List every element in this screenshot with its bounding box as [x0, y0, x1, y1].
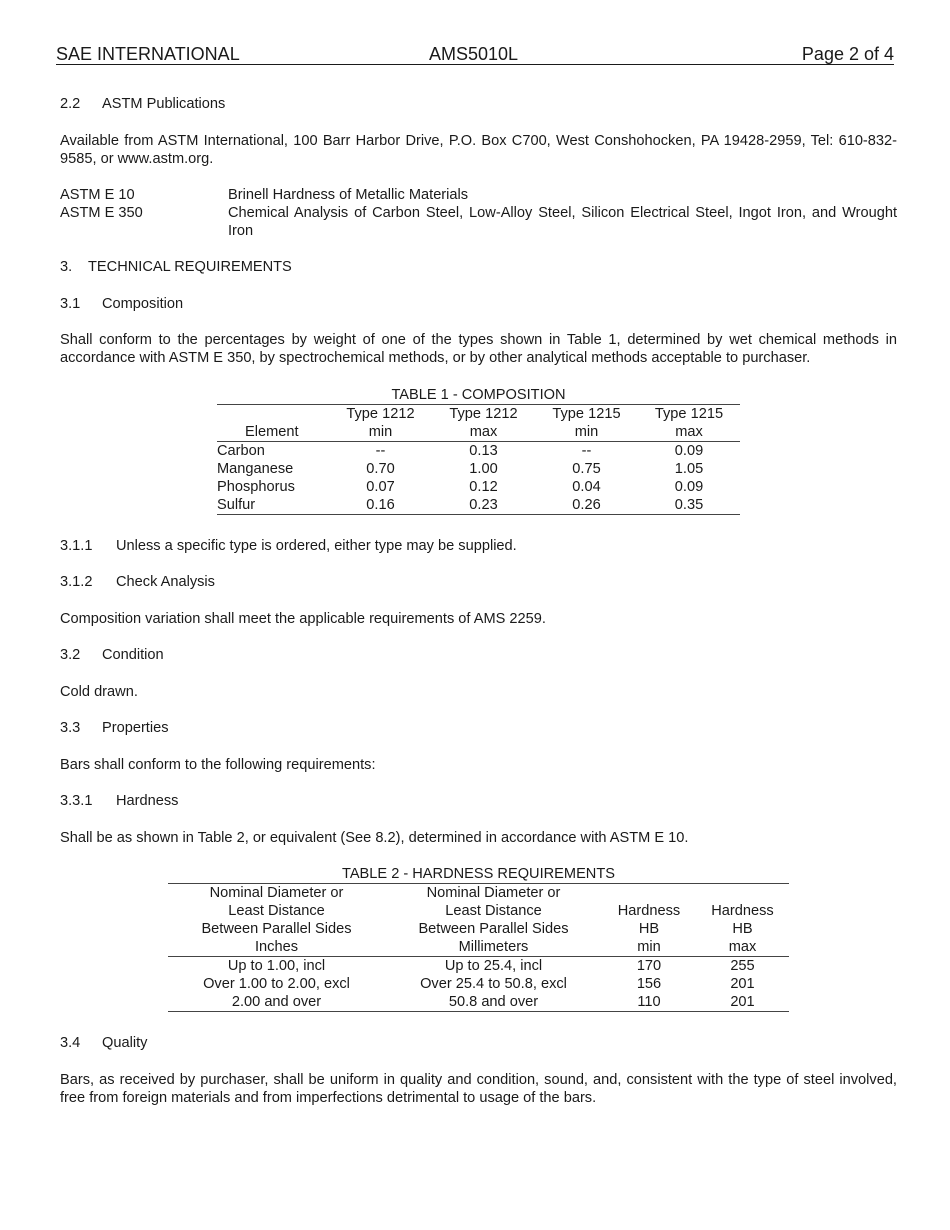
table-cell: 170 [636, 958, 662, 974]
section-3-1-body: Shall conform to the percentages by weight of one of the types shown in Table 1, determined by wet chemical methods in accordance with ASTM E 350, by spectrochemical methods, or by other analytical methods acceptable to purchaser. [60, 332, 897, 366]
section-title: Check Analysis [116, 574, 215, 590]
composition-table [217, 404, 740, 515]
table-cell: -- [375, 443, 386, 459]
table-header-cell: Type 1215 [654, 406, 724, 422]
table-header-cell: Element [217, 423, 329, 442]
table-cell: 0.23 [469, 497, 498, 513]
table-header-cell [602, 884, 696, 903]
reference-title: Chemical Analysis of Carbon Steel, Low-Alloy Steel, Silicon Electrical Steel, Ingot Iron, and Wrought Iron [228, 205, 897, 239]
table-header-cell: max [432, 423, 535, 442]
reference-title: Brinell Hardness of Metallic Materials [228, 187, 469, 203]
section-title: Properties [102, 720, 169, 736]
section-3-2-body: Cold drawn. [60, 684, 138, 700]
section-title: Condition [102, 647, 164, 663]
table-cell: 0.09 [674, 479, 704, 495]
reference-code: ASTM E 350 [60, 205, 143, 221]
section-3-1-2-body: Composition variation shall meet the applicable requirements of AMS 2259. [60, 611, 546, 627]
table-cell: 0.35 [674, 497, 704, 513]
table-cell: 255 [730, 958, 755, 974]
table-header-cell: Between Parallel Sides [418, 921, 569, 937]
section-2-2-body: Available from ASTM International, 100 Barr Harbor Drive, P.O. Box C700, West Conshohocken, PA 19428-2959, Tel: 610-832-9585, or www.astm.org. [60, 133, 897, 167]
table-header-cell: Type 1215 [552, 406, 621, 422]
table-row [168, 975, 789, 993]
table-cell: Sulfur [217, 497, 256, 513]
table-header-cell: max [696, 938, 789, 957]
table-header-cell: min [535, 423, 638, 442]
section-title: Composition [102, 296, 184, 312]
table-header-cell: min [329, 423, 432, 442]
section-3-3-1-body: Shall be as shown in Table 2, or equivalent (See 8.2), determined in accordance with ASTM E 10. [60, 830, 689, 846]
table-cell: 201 [730, 976, 755, 992]
table-cell: Up to 1.00, incl [227, 958, 326, 974]
table-row [168, 993, 789, 1012]
table-cell: 1.00 [469, 461, 498, 477]
table-cell: Over 25.4 to 50.8, excl [420, 976, 567, 992]
table-cell: 0.12 [469, 479, 498, 495]
section-number: 3. [60, 259, 73, 275]
table-header-cell: Hardness [617, 903, 681, 919]
table-header-cell: Least Distance [228, 903, 325, 919]
section-number: 3.4 [60, 1035, 81, 1051]
table-header-cell [696, 884, 789, 903]
table-cell: 1.05 [674, 461, 704, 477]
table-cell: -- [581, 443, 592, 459]
table-cell: 0.09 [674, 443, 704, 459]
table-cell: 50.8 and over [448, 994, 539, 1010]
section-number: 2.2 [60, 96, 81, 112]
table-header-cell: Nominal Diameter or [209, 885, 344, 901]
table-header-cell: HB [638, 921, 660, 937]
table-header-cell: Least Distance [445, 903, 542, 919]
table-header-cell: min [602, 938, 696, 957]
table-cell: 0.13 [469, 443, 498, 459]
table-row [217, 442, 740, 461]
table-cell: 0.07 [366, 479, 395, 495]
table-cell: 0.16 [366, 497, 395, 513]
table-header-cell: Inches [168, 938, 385, 957]
table-cell: 2.00 and over [231, 994, 322, 1010]
table-cell: Carbon [217, 443, 265, 459]
table-header-cell: Nominal Diameter or [426, 885, 561, 901]
section-text: Unless a specific type is ordered, either type may be supplied. [116, 538, 517, 554]
section-number: 3.1.2 [60, 574, 93, 590]
table-cell: 156 [636, 976, 662, 992]
table-cell: 0.75 [572, 461, 601, 477]
table-cell: 0.04 [572, 479, 601, 495]
header-doc-id: AMS5010L [429, 44, 519, 64]
section-3-3-body: Bars shall conform to the following requirements: [60, 757, 376, 773]
table-header-cell: Type 1212 [449, 406, 518, 422]
table-cell: Phosphorus [217, 479, 295, 495]
section-number: 3.3.1 [60, 793, 93, 809]
section-number: 3.3 [60, 720, 81, 736]
table-header-cell: Between Parallel Sides [201, 921, 352, 937]
table-header-cell: HB [732, 921, 753, 937]
table-row [217, 478, 740, 496]
section-3-4-body: Bars, as received by purchaser, shall be uniform in quality and condition, sound, and, consistent with the type of steel involved, free from foreign materials and from imperfections detrimental to usage of the bars. [60, 1072, 897, 1106]
page-header [56, 44, 894, 65]
table-cell: 0.70 [366, 461, 395, 477]
table-1 [217, 386, 740, 515]
table-title: TABLE 1 - COMPOSITION [391, 387, 566, 403]
hardness-table [168, 883, 789, 1012]
header-org: SAE INTERNATIONAL [56, 44, 240, 64]
table-header-cell: Millimeters [385, 938, 602, 957]
table-header-cell: Hardness [711, 903, 774, 919]
section-title: TECHNICAL REQUIREMENTS [88, 259, 292, 275]
table-header-cell: Type 1212 [346, 406, 415, 422]
table-header-cell: max [638, 423, 740, 442]
section-number: 3.1 [60, 296, 81, 312]
reference-code: ASTM E 10 [60, 187, 135, 203]
table-cell: Manganese [217, 461, 294, 477]
section-number: 3.2 [60, 647, 81, 663]
table-cell: 201 [730, 994, 755, 1010]
section-number: 3.1.1 [60, 538, 93, 554]
section-title: Quality [102, 1035, 148, 1051]
header-page-number: Page 2 of 4 [801, 44, 894, 64]
section-title: ASTM Publications [102, 96, 226, 112]
table-2 [168, 865, 789, 1012]
table-title: TABLE 2 - HARDNESS REQUIREMENTS [341, 866, 615, 882]
table-cell: 0.26 [572, 497, 601, 513]
section-title: Hardness [116, 793, 179, 809]
table-row [217, 496, 740, 515]
table-cell: Over 1.00 to 2.00, excl [203, 976, 350, 992]
table-row [217, 460, 740, 478]
table-cell: 110 [637, 994, 661, 1010]
table-cell: Up to 25.4, incl [444, 958, 543, 974]
table-row [168, 957, 789, 976]
table-header-cell [217, 405, 329, 424]
